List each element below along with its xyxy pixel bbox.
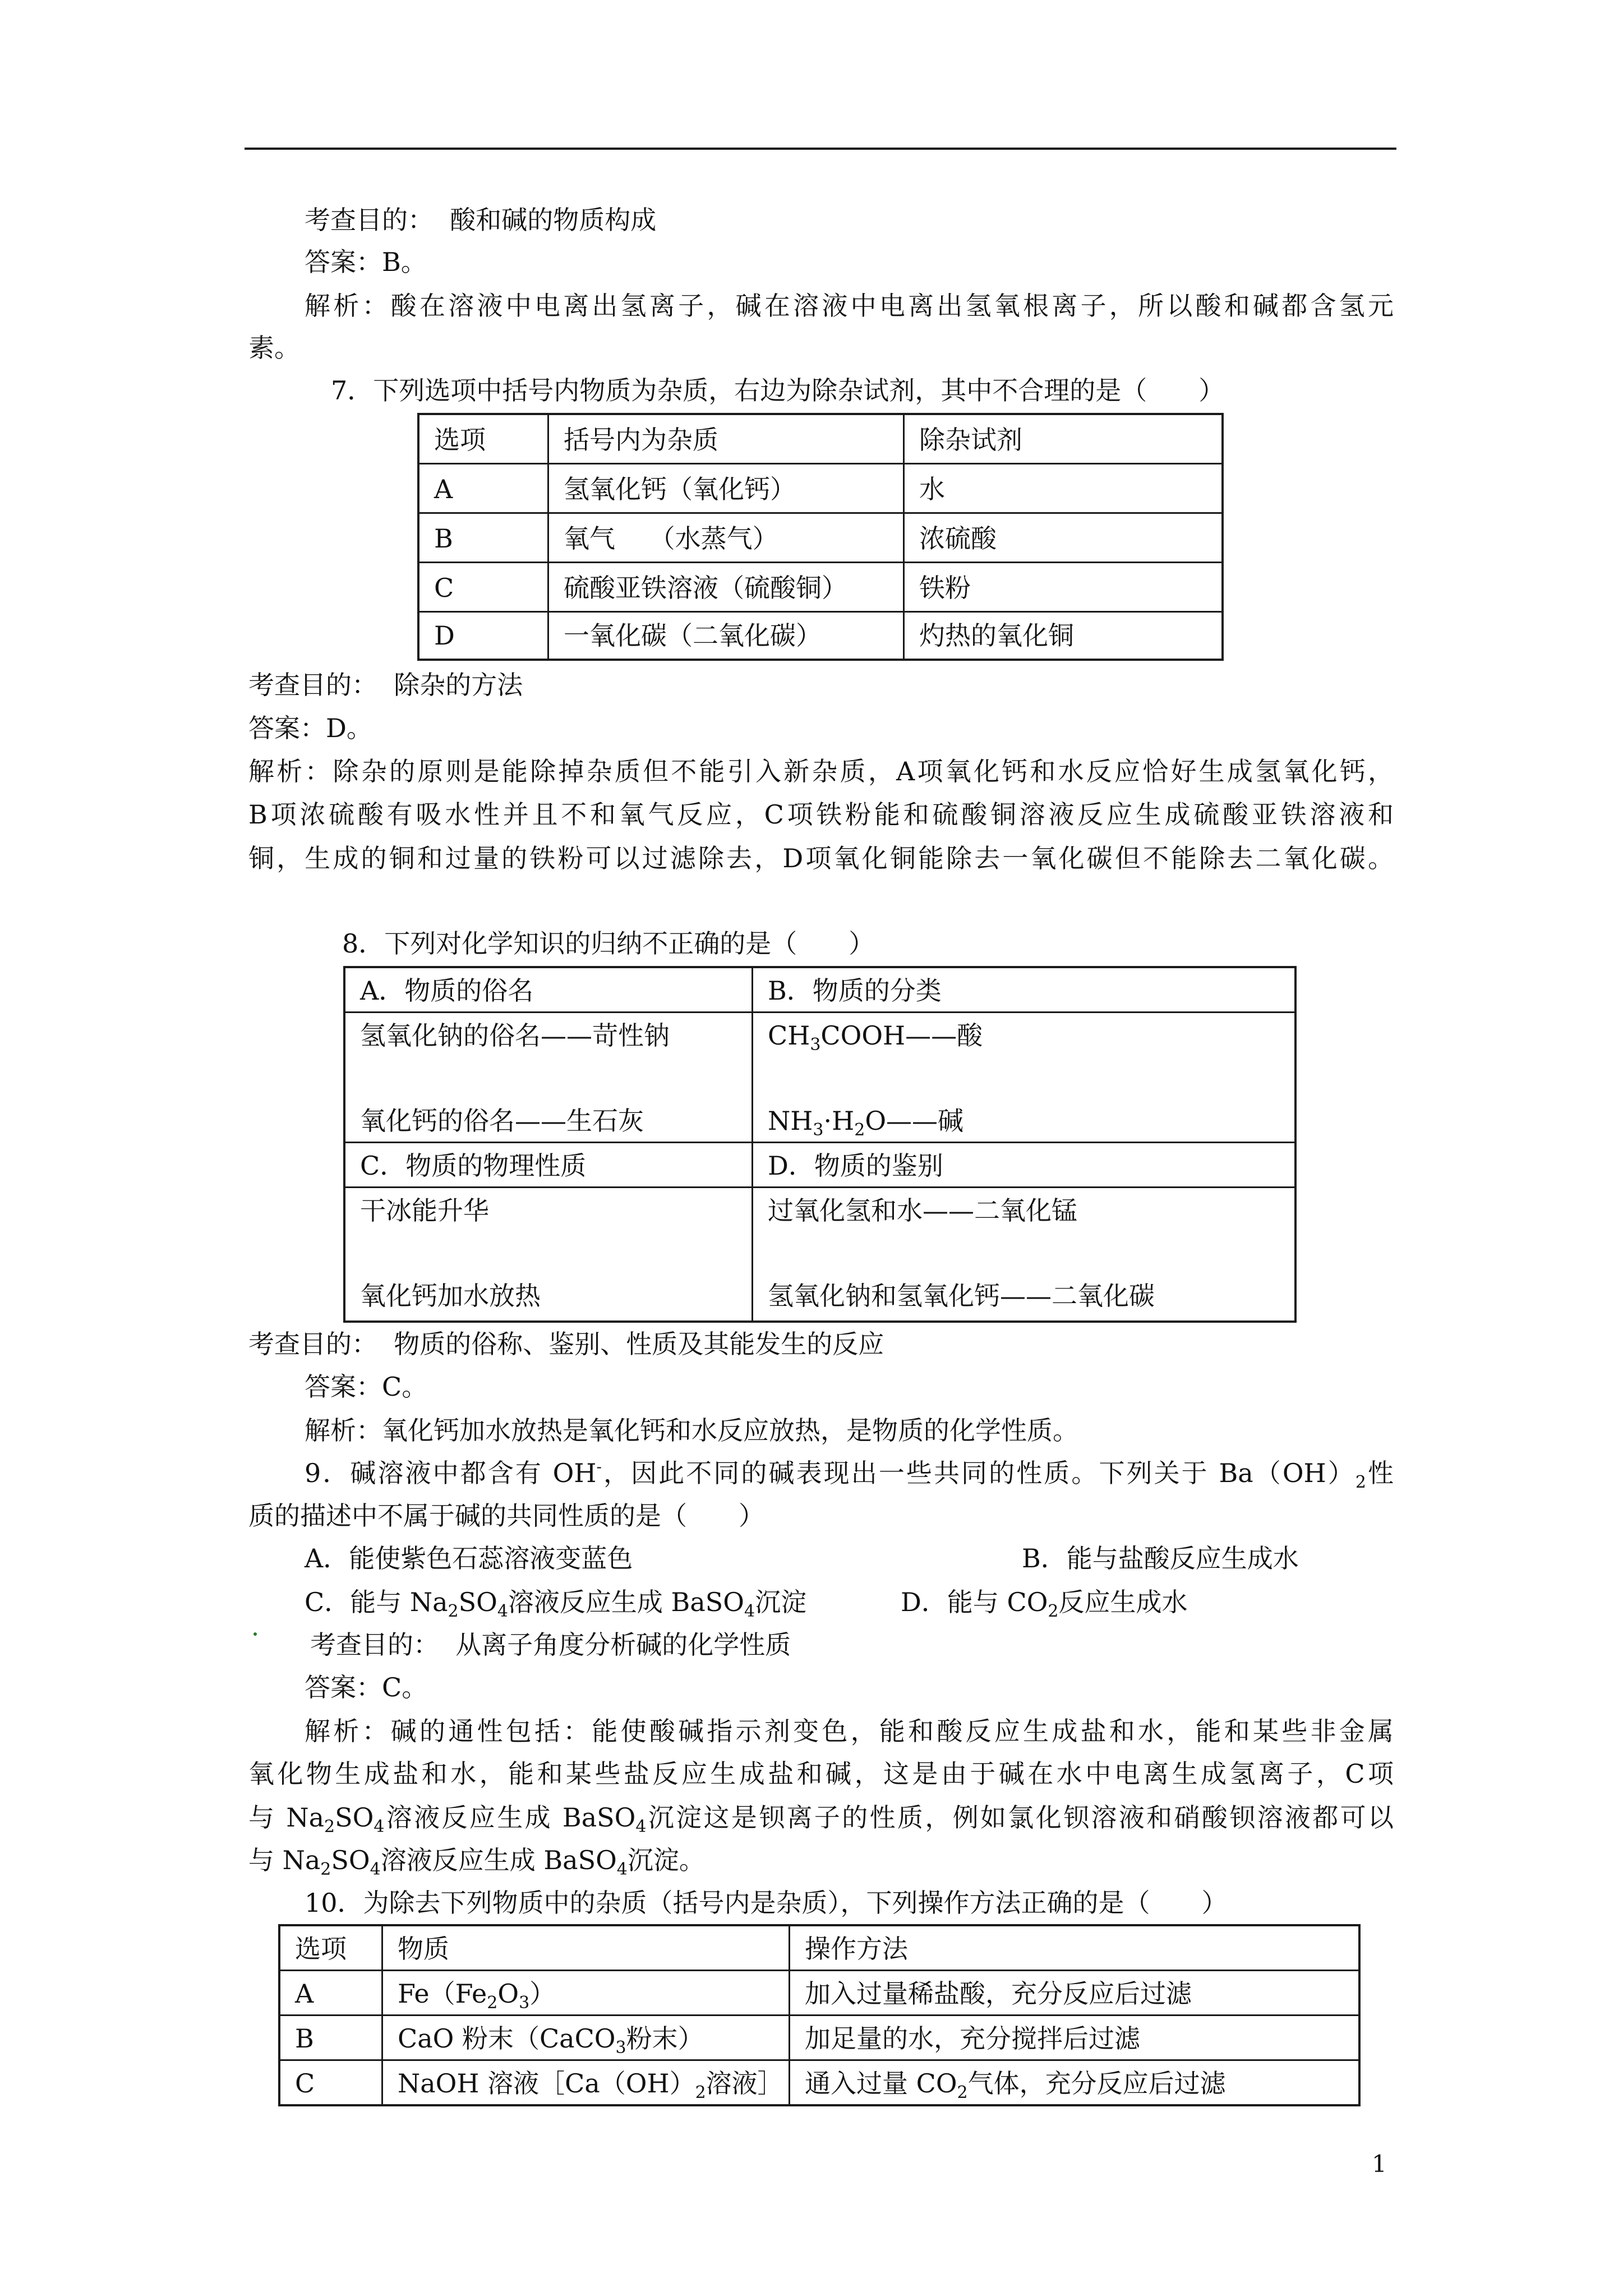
- cell-line: 过氧化氢和水——二氧化锰: [768, 1195, 1077, 1226]
- q7-question: 7．下列选项中括号内物质为杂质，右边为除杂试剂，其中不合理的是（ ）: [331, 375, 1225, 406]
- table-header: 选项: [280, 1926, 383, 1971]
- q9-option-b: B．能与盐酸反应生成水: [1022, 1543, 1299, 1573]
- table-cell: 灼热的氧化铜: [919, 620, 1074, 651]
- q7-answer: 答案：D。: [248, 713, 372, 743]
- table-cell: C: [280, 2061, 383, 2106]
- q9-analysis-line: 与 $Na_2SO_4$溶液反应生成 BaSO$_4$沉淀这是钡离子的性质，例如氯化钡溶液和硝酸钡溶液都可以: [248, 1802, 1394, 1837]
- q6-answer: 答案：B。: [305, 247, 427, 277]
- q7-purpose: [248, 668, 523, 702]
- table-cell: 加足量的水，充分搅拌后过滤: [790, 2016, 1361, 2061]
- page-number: 1: [1372, 2150, 1387, 2178]
- q7-analysis-line: 解析：除杂的原则是能除掉杂质但不能引入新杂质，A项氧化钙和水反应恰好生成氢氧化钙，: [248, 756, 1394, 786]
- purpose-label: 考查目的：: [248, 670, 377, 700]
- q9-analysis-line: 与 $Na_2SO_4$溶液反应生成 BaSO$_4$沉淀。: [248, 1845, 705, 1879]
- cell-line: 氢氧化钠的俗名——苛性钠: [360, 1020, 670, 1051]
- q9-question-line: 质的描述中不属于碱的共同性质的是（ ）: [248, 1501, 764, 1531]
- q8-answer: 答案：C。: [305, 1372, 428, 1402]
- cell-line: 氢氧化钠和氢氧化钙——二氧化碳: [768, 1281, 1155, 1311]
- table-header: B．物质的分类: [753, 968, 1297, 1013]
- table-cell: [345, 1013, 753, 1143]
- table-header: A．物质的俗名: [345, 968, 753, 1013]
- q9-analysis-line: 氧化物生成盐和水，能和某些盐反应生成盐和碱，这是由于碱在水中电离生成氢离子，C项: [248, 1759, 1394, 1789]
- purpose-label: 考查目的：: [305, 205, 434, 235]
- table-cell: 水: [905, 464, 1224, 514]
- q9-option-a: A．能使紫色石蕊溶液变蓝色: [305, 1543, 633, 1573]
- cell-line: $NH_3\cdot H_2O——$碱: [768, 1106, 964, 1140]
- table-header: 物质: [383, 1926, 790, 1971]
- table-cell: NaOH 溶液$[Ca(OH)_2$溶液］: [383, 2061, 790, 2106]
- purpose-text: 从离子角度分析碱的化学性质: [455, 1630, 791, 1660]
- q9-question-line: 9．碱溶液中都含有 OH-，因此不同的碱表现出一些共同的性质。下列关于 $Ba(OH)_2$性: [305, 1457, 1394, 1492]
- table-cell: CaO 粉末（CaCO$_3$粉末）: [383, 2016, 790, 2061]
- table-header: 操作方法: [790, 1926, 1361, 1971]
- q6-analysis-line: 素。: [248, 333, 300, 363]
- table-cell: D: [419, 613, 549, 659]
- table-header: 除杂试剂: [905, 415, 1224, 464]
- q7-analysis-line: B项浓硫酸有吸水性并且不和氧气反应，C项铁粉能和硫酸铜溶液反应生成硫酸亚铁溶液和: [248, 799, 1394, 830]
- cell-line: $CH_3COOH——$酸: [768, 1020, 983, 1055]
- q8-analysis: 解析：氧化钙加水放热是氧化钙和水反应放热，是物质的化学性质。: [305, 1415, 1078, 1446]
- table-header: C．物质的物理性质: [345, 1143, 753, 1188]
- q9-option-c: C．能与 $Na_2SO_4$溶液反应生成 BaSO$_4$沉淀: [305, 1587, 807, 1621]
- q6-purpose: [305, 203, 656, 237]
- table-cell: B: [280, 2016, 383, 2061]
- table-cell: [345, 1188, 753, 1323]
- q7-analysis-line: 铜，生成的铜和过量的铁粉可以过滤除去，D项氧化铜能除去一氧化碳但不能除去二氧化碳。: [248, 843, 1394, 873]
- purpose-text: 物质的俗称、鉴别、性质及其能发生的反应: [394, 1329, 884, 1359]
- cell-line: 氧化钙加水放热: [360, 1281, 541, 1311]
- table-cell: B: [419, 514, 549, 563]
- table-cell: A: [419, 464, 549, 514]
- table-header: D．物质的鉴别: [753, 1143, 1297, 1188]
- table-cell: 硫酸亚铁溶液（硫酸铜）: [549, 563, 905, 613]
- q9-answer: 答案：C。: [305, 1672, 428, 1703]
- purpose-label: 考查目的：: [248, 1329, 377, 1359]
- table-cell: 氢氧化钙（氧化钙）: [549, 464, 905, 514]
- q10-question: 10．为除去下列物质中的杂质（括号内是杂质），下列操作方法正确的是（ ）: [305, 1888, 1228, 1918]
- table-header: 括号内为杂质: [549, 415, 905, 464]
- q10-table: [278, 1924, 1361, 2106]
- table-cell: 加入过量稀盐酸，充分反应后过滤: [790, 1971, 1361, 2016]
- q8-question: 8．下列对化学知识的归纳不正确的是（ ）: [342, 928, 875, 959]
- cell-line: 干冰能升华: [360, 1195, 489, 1226]
- q7-table: [417, 413, 1224, 661]
- cell-line: 氧化钙的俗名——生石灰: [360, 1106, 644, 1136]
- table-cell: 铁粉: [905, 563, 1224, 613]
- table-header: 选项: [419, 415, 549, 464]
- table-cell: A: [280, 1971, 383, 2016]
- purpose-text: 除杂的方法: [394, 670, 523, 700]
- q8-table: [343, 966, 1297, 1323]
- q9-analysis-line: 解析：碱的通性包括：能使酸碱指示剂变色，能和酸反应生成盐和水，能和某些非金属: [305, 1716, 1394, 1746]
- table-cell: C: [419, 563, 549, 613]
- header-rule: [245, 148, 1396, 150]
- q8-purpose: [248, 1327, 884, 1361]
- stray-mark: [253, 1632, 257, 1636]
- purpose-label: 考查目的：: [310, 1630, 439, 1660]
- table-cell: 浓硫酸: [905, 514, 1224, 563]
- table-cell: [753, 1188, 1297, 1323]
- table-cell: [753, 1013, 1297, 1143]
- purpose-text: 酸和碱的物质构成: [450, 205, 657, 235]
- q6-analysis-line: 解析：酸在溶液中电离出氢离子，碱在溶液中电离出氢氧根离子，所以酸和碱都含氢元: [305, 291, 1394, 321]
- table-cell: 通入过量 $CO_2$气体，充分反应后过滤: [805, 2068, 1226, 2102]
- table-cell: $Fe(Fe_2O_3)$: [383, 1971, 790, 2016]
- table-cell: 一氧化碳（二氧化碳）: [549, 613, 905, 659]
- q9-purpose: [310, 1628, 791, 1662]
- table-cell: 氧气 （水蒸气）: [549, 514, 905, 563]
- q9-option-d: D．能与 $CO_2$反应生成水: [901, 1587, 1188, 1621]
